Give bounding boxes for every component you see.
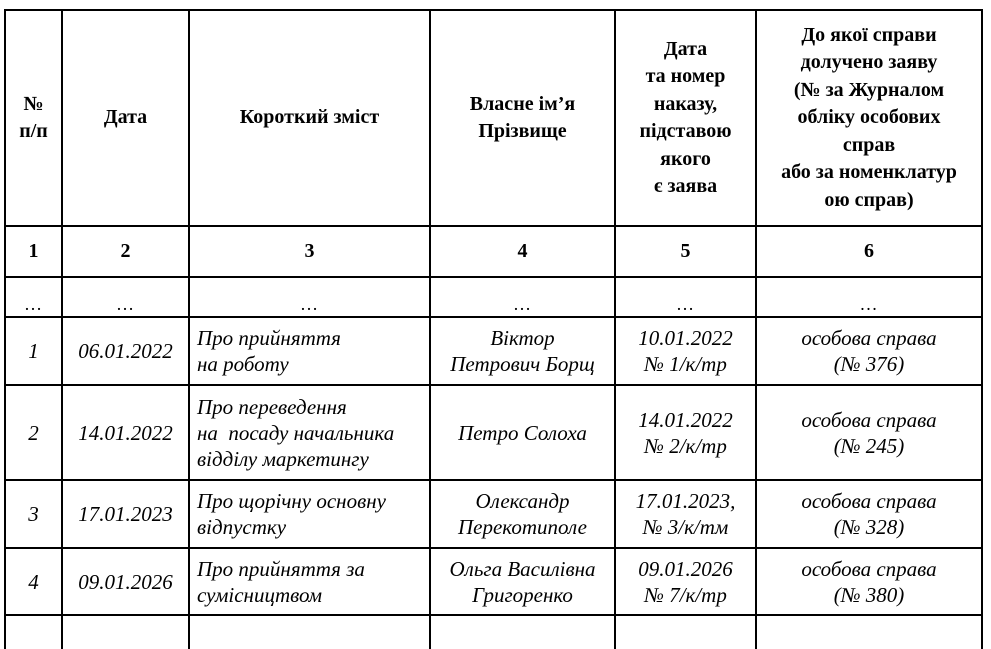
row-summary: Про переведення на посаду начальника відділу маркетингу [197,394,395,471]
column-number: 6 [864,240,874,262]
row-number: 3 [28,502,39,526]
row-number: 4 [28,569,39,594]
column-number: 3 [304,240,315,262]
column-number: 5 [680,240,691,262]
row-date: 09.01.2026 [78,569,173,594]
row-date: 14.01.2022 [78,420,173,445]
row-order: 10.01.2022 № 1/к/тр [638,326,733,376]
ellipsis-cell: … [300,293,319,314]
row-case: особова справа (№ 380) [801,556,937,607]
header-number: № п/п [19,92,48,142]
row-summary: Про щорічну основну відпустку [197,489,386,539]
ellipsis-cell: … [24,293,43,314]
column-number: 1 [28,240,39,262]
column-number: 4 [517,240,528,262]
ellipsis-cell: … [513,293,532,314]
row-order: 17.01.2023, № 3/к/тм [635,489,736,539]
ellipsis-cell: … [116,293,135,314]
row-order: 14.01.2022 № 2/к/тр [638,407,733,458]
row-name: Віктор Петрович Борщ [450,326,595,376]
row-case: особова справа (№ 376) [801,326,937,376]
row-number: 1 [28,339,39,363]
row-name: Петро Солоха [458,420,587,445]
header-date: Дата [103,106,148,129]
row-date: 17.01.2023 [78,502,173,526]
table-border-right [981,9,983,649]
ellipsis-cell: … [676,293,695,314]
header-summary: Короткий зміст [239,106,380,129]
row-name: Олександр Перекотиполе [458,489,587,539]
header-order: Дата та номер наказу, підставою якого є заява [639,37,732,197]
row-summary: Про прийняття на роботу [197,326,341,376]
header-case: До якої справи долучено заяву (№ за Журналом обліку особових справ або за номенклатур ою справ) [781,23,957,211]
row-order: 09.01.2026 № 7/к/тр [638,556,733,607]
row-case: особова справа (№ 328) [801,489,937,539]
register-table [4,9,982,649]
row-name: Ольга Василівна Григоренко [449,556,596,607]
row-number: 2 [28,420,39,445]
row-summary: Про прийняття за сумісництвом [197,556,365,607]
ellipsis-cell: … [859,293,879,314]
row-case: особова справа (№ 245) [801,407,937,458]
row-divider [4,614,983,616]
column-number: 2 [120,240,131,262]
row-date: 06.01.2022 [78,339,173,363]
header-name: Власне ім’я Прізвище [469,92,576,142]
